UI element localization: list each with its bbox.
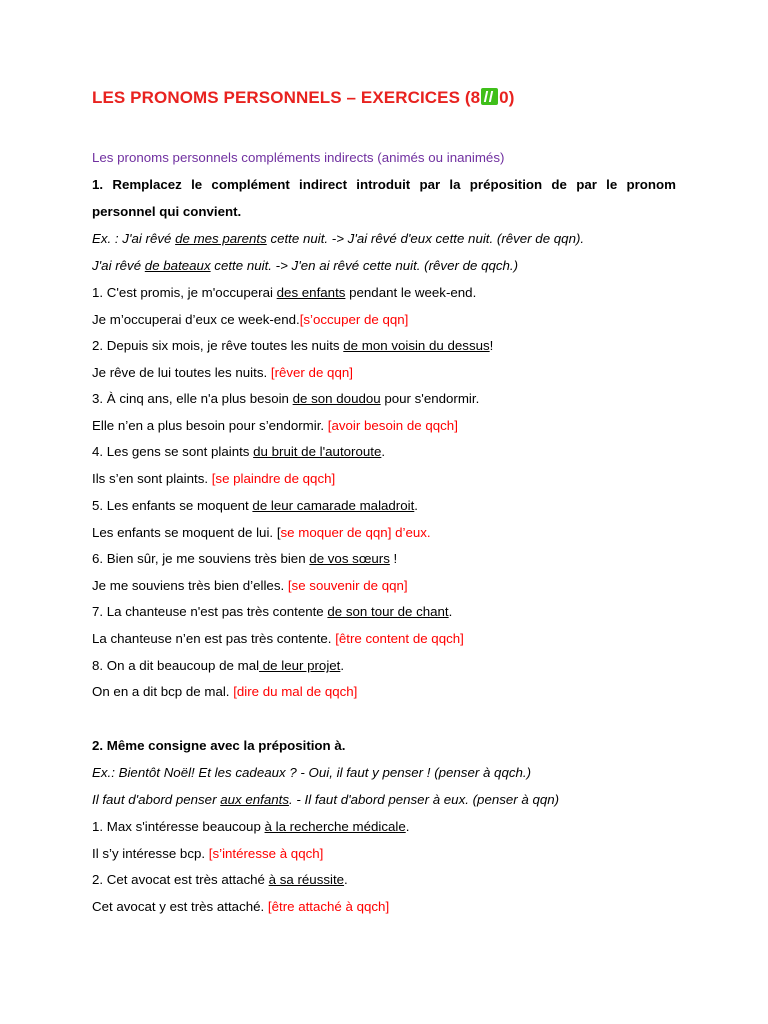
exercise-1-question-2: 2. Depuis six mois, je rêve toutes les nuits de mon voisin du dessus! xyxy=(92,338,494,353)
grammar-note: [être content de qqch] xyxy=(335,631,464,646)
exercise-1-answer-6: Je me souviens très bien d’elles. [se souvenir de qqn] xyxy=(92,578,408,593)
exercise-1-instruction-line-1: 1. Remplacez le complément indirect introduit par la préposition de par le pronom xyxy=(92,177,676,192)
title-suffix: 0) xyxy=(499,88,515,107)
exercise-1-answer-5: Les enfants se moquent de lui. [se moquer de qqn] d’eux. xyxy=(92,525,431,540)
exercise-1-question-1: 1. C'est promis, je m'occuperai des enfants pendant le week-end. xyxy=(92,285,477,300)
grammar-note: [dire du mal de qqch] xyxy=(233,684,358,699)
grammar-note: [se souvenir de qqn] xyxy=(287,578,408,593)
title-prefix: LES PRONOMS PERSONNELS – EXERCICES (8 xyxy=(92,88,481,107)
grammar-note: [se plaindre de qqch] xyxy=(211,471,336,486)
exercise-1-answer-7: La chanteuse n’en est pas très contente. [être content de qqch] xyxy=(92,631,464,646)
exercise-1-answer-8: On en a dit bcp de mal. [dire du mal de qqch] xyxy=(92,684,358,699)
section-heading: Les pronoms personnels compléments indirects (animés ou inanimés) xyxy=(92,150,505,165)
exercise-1-question-7: 7. La chanteuse n'est pas très contente de son tour de chant. xyxy=(92,604,453,619)
exercise-1-answer-3: Elle n’en a plus besoin pour s’endormir. [avoir besoin de qqch] xyxy=(92,418,458,433)
exercise-1-answer-2: Je rêve de lui toutes les nuits. [rêver de qqn] xyxy=(92,365,353,380)
exercise-1-question-4: 4. Les gens se sont plaints du bruit de l'autoroute. xyxy=(92,444,386,459)
exercise-1-example-1: Ex. : J'ai rêvé de mes parents cette nuit. -> J'ai rêvé d'eux cette nuit. (rêver de qqn). xyxy=(92,231,585,246)
grammar-note: [être attaché à qqch] xyxy=(267,899,390,914)
exercise-1-question-8: 8. On a dit beaucoup de mal de leur projet. xyxy=(92,658,345,673)
exercise-1-example-2: J'ai rêvé de bateaux cette nuit. -> J'en ai rêvé cette nuit. (rêver de qqch.) xyxy=(92,258,519,273)
grammar-note: [avoir besoin de qqch] xyxy=(327,418,458,433)
exercise-2-example-1: Ex.: Bientôt Noël! Et les cadeaux ? - Oui, il faut y penser ! (penser à qqch.) xyxy=(92,765,532,780)
grammar-note: se moquer de qqn] d’eux. xyxy=(280,525,431,540)
grammar-note: [s’intéresse à qqch] xyxy=(208,846,324,861)
exercise-1-answer-4: Ils s’en sont plaints. [se plaindre de qqch] xyxy=(92,471,336,486)
exercise-1-question-5: 5. Les enfants se moquent de leur camarade maladroit. xyxy=(92,498,418,513)
exercise-2-instruction: 2. Même consigne avec la préposition à. xyxy=(92,738,346,753)
exercise-2-example-2: Il faut d'abord penser aux enfants. - Il faut d'abord penser à eux. (penser à qqn) xyxy=(92,792,560,807)
exercise-1-instruction-line-2: personnel qui convient. xyxy=(92,204,242,219)
exercise-1-question-3: 3. À cinq ans, elle n'a plus besoin de son doudou pour s'endormir. xyxy=(92,391,480,406)
page-title xyxy=(92,88,515,108)
edit-badge-icon xyxy=(481,88,498,105)
exercise-2-answer-1: Il s’y intéresse bcp. [s’intéresse à qqch] xyxy=(92,846,324,861)
exercise-2-question-2: 2. Cet avocat est très attaché à sa réussite. xyxy=(92,872,348,887)
exercise-2-question-1: 1. Max s'intéresse beaucoup à la recherche médicale. xyxy=(92,819,410,834)
exercise-1-question-6: 6. Bien sûr, je me souviens très bien de vos sœurs ! xyxy=(92,551,398,566)
exercise-1-answer-1: Je m’occuperai d’eux ce week-end.[s’occuper de qqn] xyxy=(92,312,409,327)
grammar-note: [rêver de qqn] xyxy=(270,365,353,380)
exercise-2-answer-2: Cet avocat y est très attaché. [être attaché à qqch] xyxy=(92,899,390,914)
grammar-note: [s’occuper de qqn] xyxy=(299,312,409,327)
